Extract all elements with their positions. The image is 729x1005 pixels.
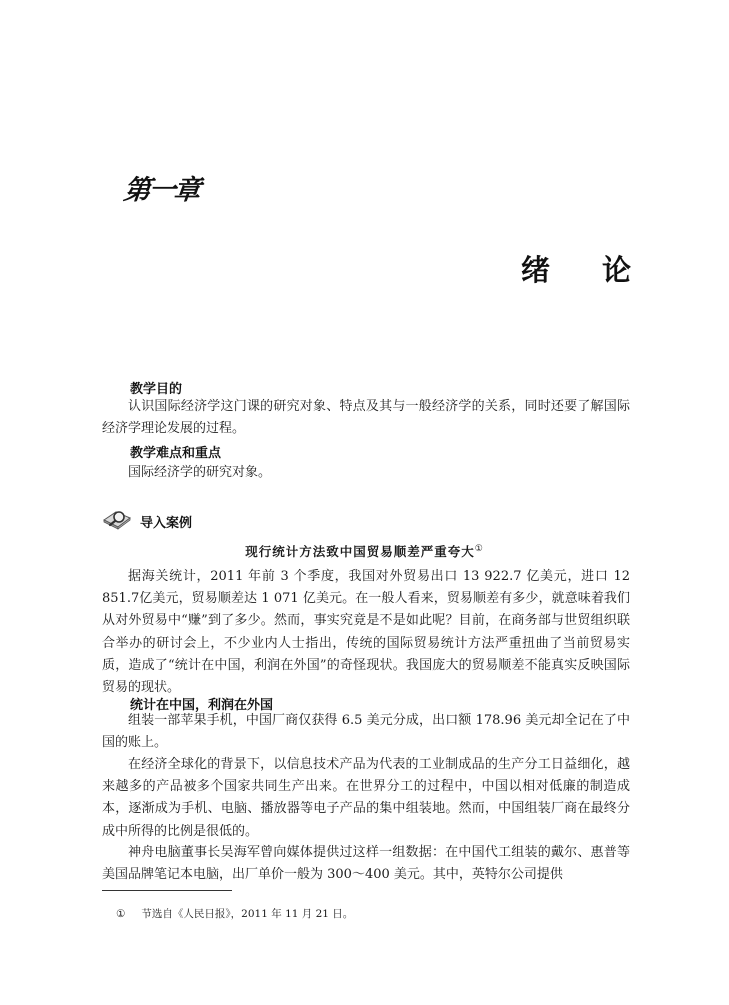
footnote [116, 906, 353, 921]
objective-text: 认识国际经济学这门课的研究对象、特点及其与一般经济学的关系，同时还要了解国际经济学理论发展的过程。 [102, 399, 630, 437]
footnote-text: 节选自《人民日报》，2011 年 11 月 21 日。 [141, 908, 354, 920]
case-paragraph-2: 组装一部苹果手机，中国厂商仅获得 6.5 美元分成，出口额 178.96 美元却全记在了中国的账上。 [102, 713, 630, 751]
book-magnifier-icon [102, 508, 132, 534]
article-title [0, 542, 729, 560]
article-note-mark: ① [474, 543, 484, 554]
chapter-label: 第一章 [122, 175, 201, 206]
footnote-mark: ① [116, 908, 126, 920]
difficulty-heading: 教学难点和重点 [130, 446, 222, 461]
difficulty-text: 国际经济学的研究对象。 [128, 465, 272, 480]
objective-heading: 教学目的 [130, 382, 183, 397]
chapter-title: 绪论 [520, 253, 683, 287]
case-paragraph-1: 据海关统计，2011 年前 3 个季度，我国对外贸易出口 13 922.7 亿美元，进口 12 851.7亿美元，贸易顺差达 1 071 亿美元。在一般人看来，贸易顺差有多少，就意味着我们从对外贸易中“赚”到了多少。然而，事实究竟是不是如此呢？目前，在商务部与世贸组织联合举办的研讨会上，不少业内人士指出，传统的国际贸易统计方法严重扭曲了当前贸易实质，造成了“统计在中国，利润在外国”的奇怪现状。我国庞大的贸易顺差不能真实反映国际贸易的现状。 [102, 569, 630, 696]
case-subheading: 统计在中国，利润在外国 [130, 698, 274, 713]
case-paragraph-3: 在经济全球化的背景下，以信息技术产品为代表的工业制成品的生产分工日益细化，越来越多的产品被多个国家共同生产出来。在世界分工的过程中，中国以相对低廉的制造成本，逐渐成为手机、电脑、播放器等电子产品的集中组装地。然而，中国组装厂商在最终分成中所得的比例是很低的。 [102, 757, 630, 839]
case-header [102, 508, 192, 534]
case-paragraph-4: 神舟电脑董事长吴海军曾向媒体提供过这样一组数据：在中国代工组装的戴尔、惠普等美国品牌笔记本电脑，出厂单价一般为 300～400 美元。其中，英特尔公司提供 [102, 845, 630, 883]
case-label: 导入案例 [140, 515, 193, 531]
footnote-divider [102, 890, 232, 891]
article-title-text: 现行统计方法致中国贸易顺差严重夸大 [245, 544, 475, 559]
